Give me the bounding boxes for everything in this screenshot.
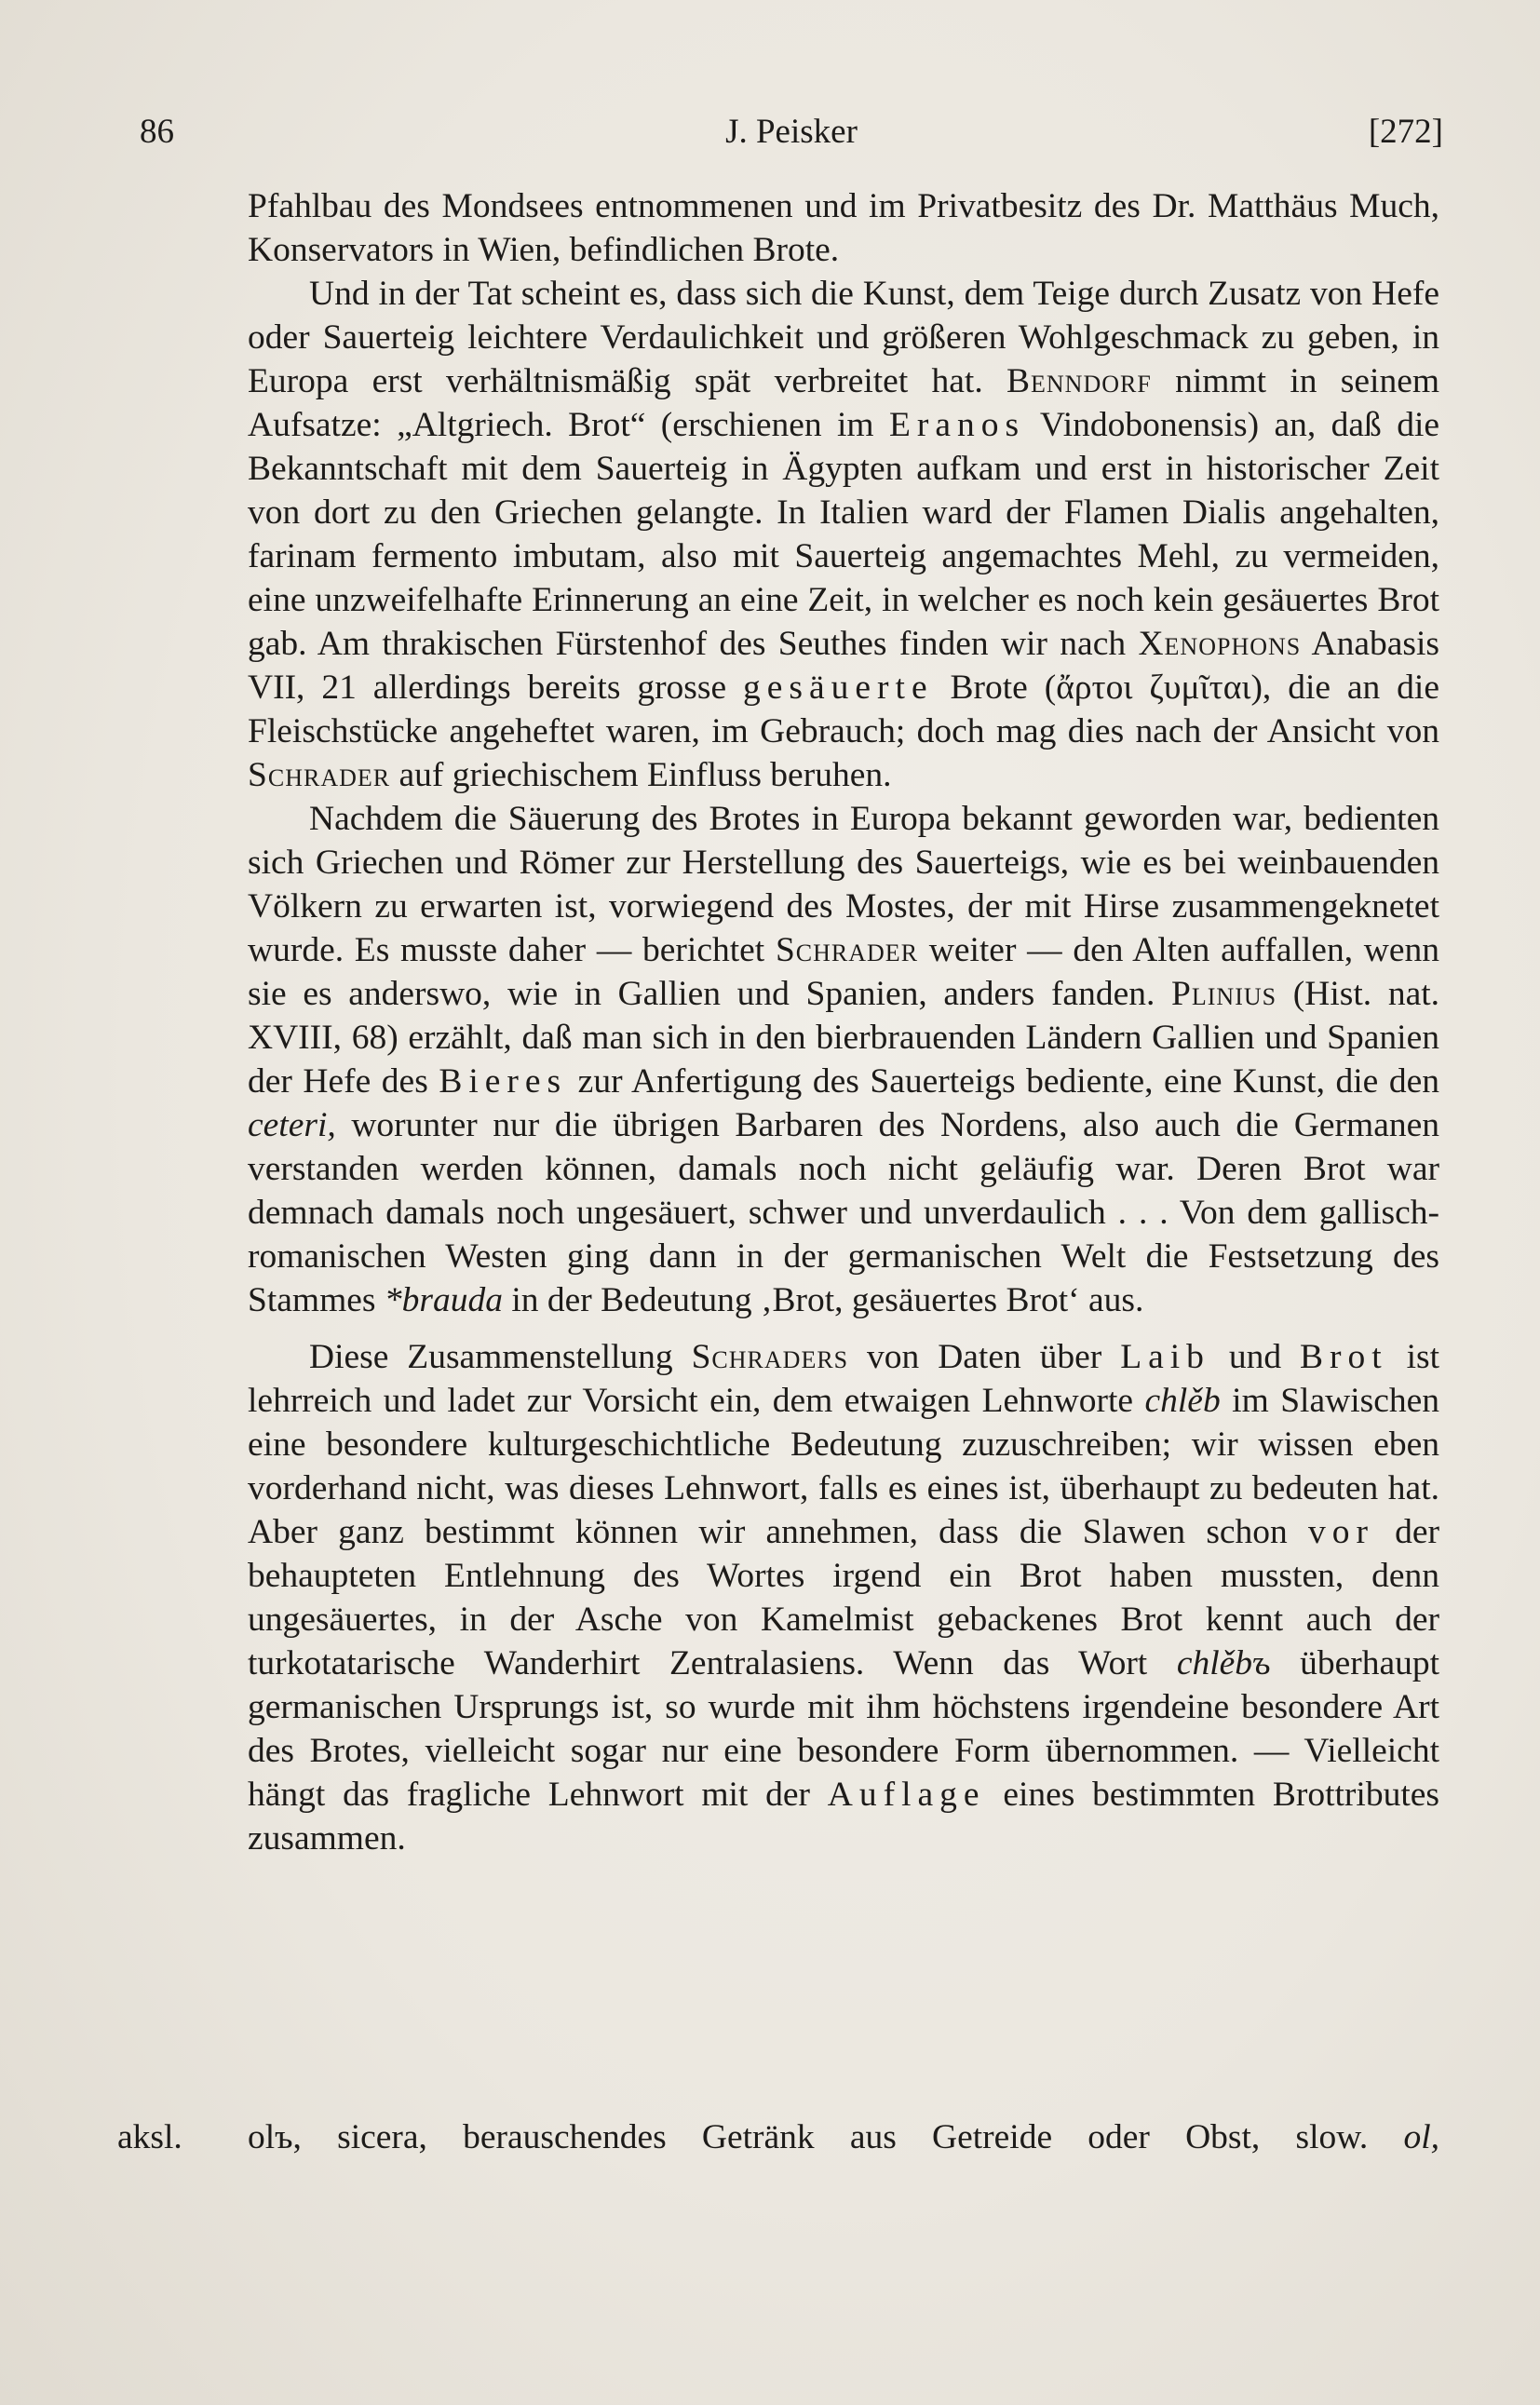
p4-text-a: Diese Zusammenstellung [309,1338,673,1376]
p2-text-e: Brote (ἄρτοι ζυμῖται), die an die Fleischstücke angeheftet waren, im Gebrauch; doch mag dies nach der Ansicht von [248,669,1439,750]
p4-text-c: und [1228,1338,1282,1376]
author-plinius: Plinius [1171,975,1277,1013]
p3-text-d: zur Anfertigung des Sauerteigs bediente, eine Kunst, die den [577,1062,1439,1101]
p2-text-f: auf griechischem Einfluss beruhen. [399,756,892,794]
p2-text-a: Und in der Tat scheint es, dass sich die Kunst, dem Teige durch Zusatz von Hefe oder Sauerteig leichtere Verdaulichkeit und größeren Wohlgeschmack zu geben, in Europa erst verhältnismäßig spät verbreitet hat. [248,275,1439,400]
entry-label: aksl. [117,2118,182,2156]
page-number: 86 [140,113,174,151]
p2-text-d: Anabasis VII, 21 allerdings bereits grosse [248,625,1440,707]
paragraph-2 [248,272,1439,797]
entry-text [248,2115,1439,2159]
italic-ol: ol, [1403,2118,1439,2156]
p4-text-h: eines bestimmten Brottributes zusammen. [248,1776,1439,1858]
italic-chleb: chlěb [1144,1382,1221,1420]
running-title: J. Peisker [725,113,858,151]
spaced-laib: Laib [1120,1338,1210,1376]
spaced-eranos: Eranos [889,406,1026,444]
author-xenophons: Xenophons [1138,625,1302,663]
p3-text-b: weiter — den Alten auffallen, wenn sie es anderswo, wie in Gallien und Spanien, anders fanden. [248,931,1439,1013]
p4-text-b: von Daten über [867,1338,1102,1376]
p3-text-c: (Hist. nat. XVIII, 68) erzählt, daß man sich in den bierbrauenden Ländern Gallien und Spanien der Hefe des [248,975,1440,1101]
spaced-bieres: Bieres [439,1062,568,1101]
running-header [140,104,1443,160]
paragraph-4 [248,1335,1439,1860]
p2-text-c: Vindobonensis) an, daß die Bekanntschaft mit dem Sauerteig in Ägypten aufkam und erst in historischer Zeit von dort zu den Griechen gelangte. In Italien ward der Flamen Dialis angehalten, farinam fermento imbutam, also mit Sauerteig angemachtes Mehl, zu vermeiden, eine unzweifelhafte Erinnerung an eine Zeit, in welcher es noch kein gesäuertes Brot gab. Am thrakischen Fürstenhof des Seuthes finden wir nach [248,406,1440,663]
spaced-brot: Brot [1299,1338,1388,1376]
italic-brauda: *brauda [384,1281,503,1319]
p3-text-f: in der Bedeutung ‚Brot, gesäuertes Brot‘ aus. [511,1281,1144,1319]
p3-text-a: Nachdem die Säuerung des Brotes in Europa bekannt geworden war, bedienten sich Griechen und Römer zur Herstellung des Sauerteigs, wie es bei weinbauenden Völkern zu erwarten ist, vorwiegend des Mostes, der mit Hirse zusammengeknetet wurde. Es musste daher — berichtet [248,800,1439,969]
main-text [248,184,1439,1860]
italic-ceteri: ceteri, [248,1106,336,1144]
bracket-reference: [272] [1368,113,1443,151]
author-schrader: Schrader [248,756,391,794]
spaced-gesaeuerte: gesäuerte [743,669,934,707]
paragraph-1: Pfahlbau des Mondsees entnommenen und im Privatbesitz des Dr. Matthäus Much, Konservators in Wien, befindlichen Brote. [248,187,1439,269]
p4-text-e: im Slawischen eine besondere kulturgeschichtliche Bedeutung zuzuschreiben; wir wissen eben vorderhand nicht, was dieses Lehnwort, falls es eines ist, überhaupt zu bedeuten hat. Aber ganz bestimmt können wir annehmen, dass die Slawen schon [248,1382,1439,1551]
author-benndorf: Benndorf [1006,362,1152,400]
paragraph-3 [248,797,1439,1322]
p4-text-g: überhaupt germanischen Ursprungs ist, so wurde mit ihm höchstens irgendeine besondere Art des Brotes, vielleicht sogar nur eine besondere Form übernommen. — Vielleicht hängt das fragliche Lehnwort mit der [248,1644,1440,1814]
entry-text-a: olъ, sicera, berauschendes Getränk aus Getreide oder Obst, slow. [248,2118,1369,2156]
p3-text-e: worunter nur die übrigen Barbaren des Nordens, also auch die Germanen verstanden werden können, damals noch nicht geläufig war. Deren Brot war demnach damals noch ungesäuert, schwer und unverdaulich . . . Von dem gallisch-romanischen Westen ging dann in der germanischen Welt die Festsetzung des Stammes [248,1106,1439,1319]
author-schraders: Schraders [691,1338,849,1376]
p2-text-b: nimmt in seinem Aufsatze: „Altgriech. Brot“ (erschienen im [248,362,1440,444]
author-schrader: Schrader [775,931,919,969]
spaced-auflage: Auflage [827,1776,986,1814]
spaced-vor: vor [1307,1513,1374,1551]
italic-chlebu: chlěbъ [1176,1644,1271,1682]
p4-text-f: der behaupteten Entlehnung des Wortes irgend ein Brot haben mussten, denn ungesäuertes, in der Asche von Kamelmist gebackenes Brot kennt auch der turkotatarische Wanderhirt Zentralasiens. Wenn das Wort [248,1513,1440,1682]
p4-text-d: ist lehrreich und ladet zur Vorsicht ein, dem etwaigen Lehnworte [248,1338,1439,1420]
